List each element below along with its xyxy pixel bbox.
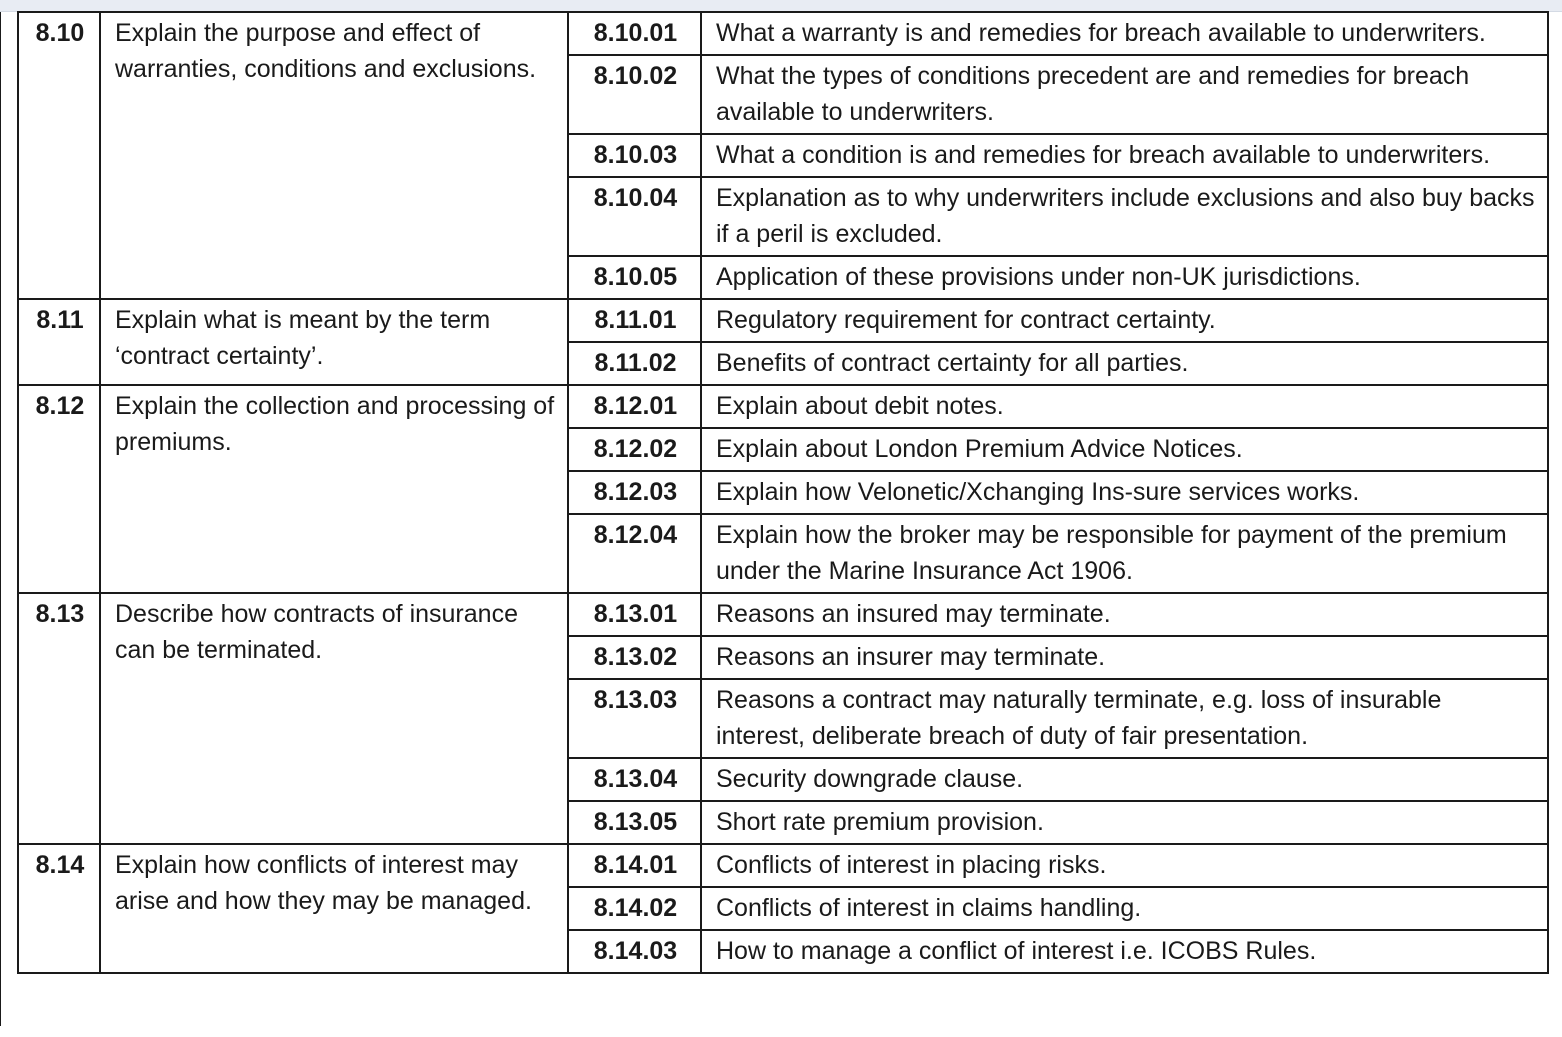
- page-edge-rule: [0, 12, 1, 1026]
- item-code: 8.13.02: [568, 636, 701, 679]
- item-code: 8.12.03: [568, 471, 701, 514]
- item-description: Explain how the broker may be responsible for payment of the premium under the Marine Insurance Act 1906.: [701, 514, 1548, 593]
- item-description: Reasons an insured may terminate.: [701, 593, 1548, 636]
- item-description: How to manage a conflict of interest i.e. ICOBS Rules.: [701, 930, 1548, 973]
- section-code: 8.13: [18, 593, 100, 844]
- item-code: 8.10.03: [568, 134, 701, 177]
- section-objective: Explain the collection and processing of premiums.: [100, 385, 568, 593]
- item-code: 8.11.01: [568, 299, 701, 342]
- table-row: [18, 385, 1548, 428]
- item-code: 8.12.04: [568, 514, 701, 593]
- table-row: [18, 844, 1548, 887]
- item-description: Regulatory requirement for contract certainty.: [701, 299, 1548, 342]
- section-objective: Explain the purpose and effect of warranties, conditions and exclusions.: [100, 12, 568, 299]
- item-description: Explain about London Premium Advice Notices.: [701, 428, 1548, 471]
- table-row: [18, 593, 1548, 636]
- item-description: Security downgrade clause.: [701, 758, 1548, 801]
- item-description: Application of these provisions under non-UK jurisdictions.: [701, 256, 1548, 299]
- item-description: What the types of conditions precedent are and remedies for breach available to underwriters.: [701, 55, 1548, 134]
- item-code: 8.13.01: [568, 593, 701, 636]
- item-code: 8.12.02: [568, 428, 701, 471]
- item-code: 8.10.01: [568, 12, 701, 55]
- table-row: [18, 12, 1548, 55]
- item-code: 8.10.04: [568, 177, 701, 256]
- item-code: 8.10.02: [568, 55, 701, 134]
- item-description: What a condition is and remedies for breach available to underwriters.: [701, 134, 1548, 177]
- item-code: 8.12.01: [568, 385, 701, 428]
- item-code: 8.13.03: [568, 679, 701, 758]
- section-objective: Explain how conflicts of interest may arise and how they may be managed.: [100, 844, 568, 973]
- item-description: Explain about debit notes.: [701, 385, 1548, 428]
- section-code: 8.10: [18, 12, 100, 299]
- item-code: 8.14.01: [568, 844, 701, 887]
- item-description: Reasons a contract may naturally terminate, e.g. loss of insurable interest, deliberate breach of duty of fair presentation.: [701, 679, 1548, 758]
- syllabus-table: [17, 11, 1549, 974]
- section-code: 8.12: [18, 385, 100, 593]
- item-description: Conflicts of interest in claims handling.: [701, 887, 1548, 930]
- table-row: [18, 299, 1548, 342]
- item-description: What a warranty is and remedies for breach available to underwriters.: [701, 12, 1548, 55]
- item-code: 8.13.05: [568, 801, 701, 844]
- item-description: Benefits of contract certainty for all parties.: [701, 342, 1548, 385]
- item-code: 8.14.02: [568, 887, 701, 930]
- item-code: 8.10.05: [568, 256, 701, 299]
- item-code: 8.14.03: [568, 930, 701, 973]
- section-objective: Describe how contracts of insurance can be terminated.: [100, 593, 568, 844]
- item-description: Explanation as to why underwriters include exclusions and also buy backs if a peril is excluded.: [701, 177, 1548, 256]
- item-description: Short rate premium provision.: [701, 801, 1548, 844]
- item-description: Explain how Velonetic/Xchanging Ins-sure services works.: [701, 471, 1548, 514]
- section-code: 8.11: [18, 299, 100, 385]
- item-code: 8.11.02: [568, 342, 701, 385]
- section-objective: Explain what is meant by the term ‘contract certainty’.: [100, 299, 568, 385]
- section-code: 8.14: [18, 844, 100, 973]
- item-description: Reasons an insurer may terminate.: [701, 636, 1548, 679]
- item-description: Conflicts of interest in placing risks.: [701, 844, 1548, 887]
- item-code: 8.13.04: [568, 758, 701, 801]
